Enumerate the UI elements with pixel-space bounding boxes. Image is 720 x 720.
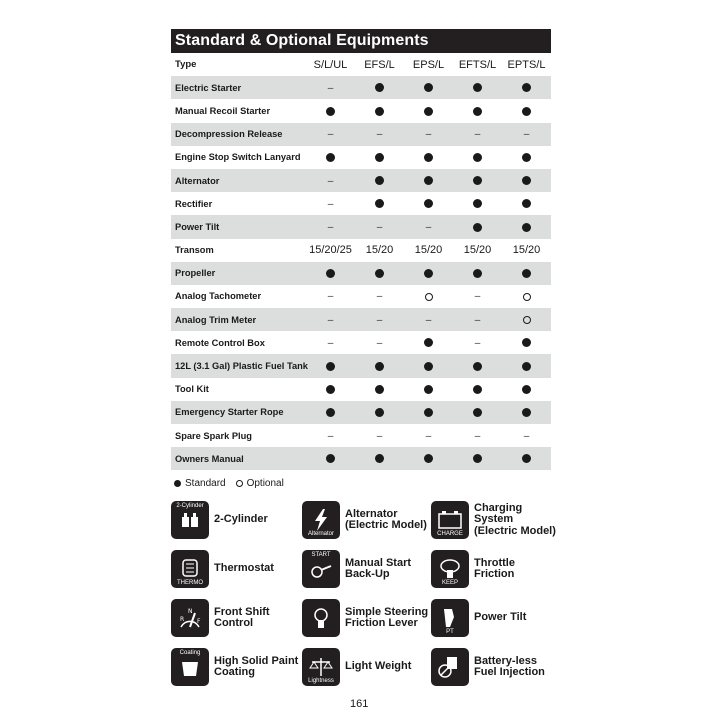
svg-text:F: F <box>197 618 201 625</box>
feature-label: Battery-less Fuel Injection <box>474 654 545 678</box>
table-cell <box>404 169 453 192</box>
optional-ring-icon <box>236 480 243 487</box>
row-label: Analog Tachometer <box>175 291 262 302</box>
two-cylinder-icon <box>171 501 209 539</box>
table-cell <box>404 215 453 238</box>
not-available-dash: – <box>523 129 530 141</box>
front-shift-icon <box>171 599 209 637</box>
standard-dot-icon <box>326 408 335 417</box>
table-cell <box>355 192 404 215</box>
standard-dot-icon <box>375 199 384 208</box>
table-row <box>171 447 551 470</box>
not-available-dash: – <box>327 82 334 94</box>
table-cell <box>306 76 355 99</box>
feature-item <box>302 647 431 687</box>
table-cell <box>355 99 404 122</box>
icon-caption: Coating <box>179 650 201 656</box>
not-available-dash: – <box>376 430 383 442</box>
icon-caption: Lightness <box>308 678 334 684</box>
table-row <box>171 146 551 169</box>
table-cell <box>404 401 453 424</box>
table-row <box>171 169 551 192</box>
table-cell <box>306 331 355 354</box>
table-cell <box>404 99 453 122</box>
standard-dot-icon <box>522 269 531 278</box>
row-label: Transom <box>175 245 214 256</box>
icon-caption: START <box>311 552 331 558</box>
not-available-dash: – <box>425 430 432 442</box>
table-cell <box>502 146 551 169</box>
table-cell: 15/20 <box>463 244 492 257</box>
table-cell <box>502 331 551 354</box>
feature-label: Front Shift Control <box>214 605 270 629</box>
standard-dot-icon <box>424 362 433 371</box>
standard-dot-icon <box>522 362 531 371</box>
feature-label: High Solid Paint Coating <box>214 654 299 678</box>
standard-dot-icon <box>326 385 335 394</box>
table-cell <box>355 285 404 308</box>
row-label: Engine Stop Switch Lanyard <box>175 152 301 163</box>
feature-item <box>431 598 556 638</box>
standard-dot-icon <box>473 269 482 278</box>
standard-dot-icon <box>522 83 531 92</box>
table-cell <box>306 146 355 169</box>
paint-coating-icon <box>171 648 209 686</box>
row-label: Alternator <box>171 169 306 192</box>
column-header: EFTS/L <box>458 58 497 71</box>
standard-dot-icon <box>424 176 433 185</box>
standard-dot-icon <box>473 83 482 92</box>
standard-dot-icon <box>424 385 433 394</box>
legend <box>171 478 551 489</box>
table-cell: 15/20 <box>365 244 394 257</box>
standard-dot-icon <box>375 269 384 278</box>
steering-lever-icon <box>302 599 340 637</box>
table-cell <box>404 285 453 308</box>
optional-ring-icon <box>523 293 531 301</box>
standard-dot-icon <box>522 153 531 162</box>
standard-dot-icon <box>326 362 335 371</box>
not-available-dash: – <box>376 314 383 326</box>
table-row <box>171 123 551 146</box>
icon-caption: Alternator <box>307 531 334 537</box>
not-available-dash: – <box>327 314 334 326</box>
table-row <box>171 215 551 238</box>
table-cell <box>306 401 355 424</box>
table-cell: 15/20 <box>512 244 541 257</box>
table-cell <box>355 76 404 99</box>
row-label: Spare Spark Plug <box>175 430 252 441</box>
standard-dot-icon <box>522 107 531 116</box>
standard-dot-icon <box>326 153 335 162</box>
equipment-page <box>171 29 551 489</box>
table-cell <box>404 447 453 470</box>
feature-icons-grid <box>171 500 556 687</box>
table-cell <box>502 123 551 146</box>
not-available-dash: – <box>474 291 481 303</box>
column-header: Type <box>175 59 197 71</box>
standard-dot-icon <box>375 385 384 394</box>
table-cell <box>306 192 355 215</box>
equipment-table <box>171 53 551 470</box>
table-cell <box>453 262 502 285</box>
icon-caption: CHARGE <box>437 531 463 537</box>
standard-dot-icon <box>375 454 384 463</box>
not-available-dash: – <box>425 314 432 326</box>
manual-start-icon <box>302 550 340 588</box>
table-cell <box>306 308 355 331</box>
not-available-dash: – <box>376 337 383 349</box>
standard-dot-icon <box>375 408 384 417</box>
not-available-dash: – <box>327 221 334 233</box>
table-cell <box>453 146 502 169</box>
table-cell <box>355 424 404 447</box>
table-cell <box>453 99 502 122</box>
icon-caption: PT <box>446 629 454 635</box>
table-cell <box>306 447 355 470</box>
table-cell <box>502 169 551 192</box>
table-cell <box>502 285 551 308</box>
feature-item <box>171 549 302 589</box>
table-row <box>171 331 551 354</box>
table-cell <box>306 123 355 146</box>
svg-text:N: N <box>188 608 193 615</box>
not-available-dash: – <box>425 129 432 141</box>
standard-dot-icon <box>473 454 482 463</box>
feature-item <box>431 500 556 540</box>
table-cell <box>404 146 453 169</box>
standard-dot-icon <box>375 153 384 162</box>
table-cell <box>453 424 502 447</box>
standard-dot-icon <box>326 107 335 116</box>
table-cell <box>404 424 453 447</box>
feature-item <box>302 598 431 638</box>
feature-item <box>431 647 556 687</box>
table-cell <box>502 354 551 377</box>
feature-item <box>171 500 302 540</box>
table-cell <box>306 378 355 401</box>
icon-caption: 2-Cylinder <box>176 503 204 509</box>
feature-item <box>171 647 302 687</box>
table-cell <box>404 354 453 377</box>
not-available-dash: – <box>327 198 334 210</box>
standard-dot-icon <box>326 269 335 278</box>
table-cell <box>355 169 404 192</box>
table-cell <box>502 262 551 285</box>
power-tilt-icon <box>431 599 469 637</box>
not-available-dash: – <box>327 291 334 303</box>
not-available-dash: – <box>474 430 481 442</box>
not-available-dash: – <box>376 221 383 233</box>
table-row <box>171 401 551 424</box>
row-label: Owners Manual <box>171 447 306 470</box>
standard-dot-icon <box>473 153 482 162</box>
table-cell <box>355 378 404 401</box>
table-row <box>171 354 551 377</box>
table-cell: 15/20/25 <box>309 244 352 257</box>
table-row <box>171 239 551 262</box>
table-row <box>171 76 551 99</box>
table-cell <box>306 99 355 122</box>
table-cell <box>502 76 551 99</box>
table-row <box>171 285 551 308</box>
table-cell <box>355 308 404 331</box>
feature-item <box>302 549 431 589</box>
throttle-friction-icon <box>431 550 469 588</box>
table-cell <box>355 215 404 238</box>
alternator-icon <box>302 501 340 539</box>
not-available-dash: – <box>376 129 383 141</box>
table-cell <box>404 331 453 354</box>
not-available-dash: – <box>327 129 334 141</box>
feature-label: Charging System (Electric Model) <box>474 501 556 537</box>
table-cell <box>453 169 502 192</box>
standard-dot-icon <box>522 338 531 347</box>
optional-ring-icon <box>425 293 433 301</box>
row-label: Manual Recoil Starter <box>175 105 271 116</box>
not-available-dash: – <box>474 129 481 141</box>
column-header: EPTS/L <box>507 58 546 71</box>
section-title: Standard & Optional Equipments <box>171 29 551 53</box>
table-cell: 15/20 <box>414 244 443 257</box>
table-row <box>171 308 551 331</box>
icon-caption: KEEP <box>441 580 458 586</box>
standard-dot-icon <box>375 83 384 92</box>
table-cell <box>453 285 502 308</box>
table-cell <box>355 262 404 285</box>
table-cell <box>502 215 551 238</box>
row-label: Rectifier <box>175 198 213 209</box>
table-cell <box>306 354 355 377</box>
svg-text:R: R <box>180 616 185 623</box>
table-cell <box>355 401 404 424</box>
feature-label: Throttle Friction <box>474 556 515 580</box>
table-cell <box>306 424 355 447</box>
table-cell <box>502 424 551 447</box>
table-cell <box>453 401 502 424</box>
row-label: Tool Kit <box>175 384 209 395</box>
standard-dot-icon <box>375 107 384 116</box>
table-cell <box>355 331 404 354</box>
icon-caption: THERMO <box>177 580 203 586</box>
table-cell <box>502 447 551 470</box>
table-cell <box>453 192 502 215</box>
scale-icon <box>302 648 340 686</box>
legend-standard: Standard <box>185 478 226 490</box>
standard-dot-icon <box>424 454 433 463</box>
standard-dot-icon <box>326 454 335 463</box>
standard-dot-icon <box>375 176 384 185</box>
standard-dot-icon <box>473 223 482 232</box>
row-label: Emergency Starter Rope <box>171 401 306 424</box>
not-available-dash: – <box>474 337 481 349</box>
not-available-dash: – <box>327 175 334 187</box>
not-available-dash: – <box>523 430 530 442</box>
table-row <box>171 99 551 122</box>
thermostat-icon <box>171 550 209 588</box>
table-cell <box>453 76 502 99</box>
standard-dot-icon <box>424 83 433 92</box>
standard-dot-icon <box>473 107 482 116</box>
row-label: Power Tilt <box>171 215 306 238</box>
table-cell <box>453 331 502 354</box>
fuel-injection-icon <box>431 648 469 686</box>
row-label: Electric Starter <box>171 76 306 99</box>
table-row <box>171 192 551 215</box>
table-cell <box>502 99 551 122</box>
column-header: S/L/UL <box>313 58 348 71</box>
standard-dot-icon <box>522 385 531 394</box>
row-label: Analog Trim Meter <box>171 308 306 331</box>
battery-icon <box>431 501 469 539</box>
table-cell <box>453 378 502 401</box>
feature-label: Light Weight <box>345 660 412 673</box>
table-cell <box>306 215 355 238</box>
standard-dot-icon <box>375 362 384 371</box>
not-available-dash: – <box>425 221 432 233</box>
standard-dot-icon <box>473 199 482 208</box>
table-cell <box>306 169 355 192</box>
table-cell <box>453 354 502 377</box>
standard-dot-icon <box>522 454 531 463</box>
column-header: EPS/L <box>412 58 445 71</box>
standard-dot-icon <box>424 269 433 278</box>
standard-dot-icon <box>473 385 482 394</box>
table-row <box>171 378 551 401</box>
table-cell <box>306 262 355 285</box>
not-available-dash: – <box>376 291 383 303</box>
row-label: Remote Control Box <box>175 337 265 348</box>
table-cell <box>404 192 453 215</box>
column-header: EFS/L <box>364 58 395 71</box>
table-header-row <box>171 53 551 76</box>
table-cell <box>355 447 404 470</box>
not-available-dash: – <box>474 314 481 326</box>
legend-optional: Optional <box>246 478 284 490</box>
standard-dot-icon <box>473 362 482 371</box>
row-label: Propeller <box>171 262 306 285</box>
standard-dot-icon <box>424 153 433 162</box>
page-number: 161 <box>350 698 369 710</box>
feature-label: Power Tilt <box>474 611 527 624</box>
feature-item <box>431 549 556 589</box>
table-cell <box>502 308 551 331</box>
standard-dot-icon <box>522 223 531 232</box>
table-cell <box>502 378 551 401</box>
feature-label: 2-Cylinder <box>214 513 268 526</box>
row-label: 12L (3.1 Gal) Plastic Fuel Tank <box>171 354 306 377</box>
standard-dot-icon <box>424 408 433 417</box>
table-cell <box>306 285 355 308</box>
table-cell <box>404 123 453 146</box>
table-cell <box>453 447 502 470</box>
standard-dot-icon <box>473 408 482 417</box>
table-cell <box>404 378 453 401</box>
feature-item <box>171 598 302 638</box>
standard-dot-icon <box>424 107 433 116</box>
feature-item <box>302 500 431 540</box>
table-row <box>171 262 551 285</box>
not-available-dash: – <box>327 337 334 349</box>
table-cell <box>453 123 502 146</box>
standard-dot-icon <box>424 199 433 208</box>
table-cell <box>404 308 453 331</box>
standard-dot-icon <box>522 199 531 208</box>
row-label: Decompression Release <box>171 123 306 146</box>
feature-label: Simple Steering Friction Lever <box>345 605 429 629</box>
not-available-dash: – <box>327 430 334 442</box>
feature-label: Manual Start Back-Up <box>345 556 412 580</box>
table-row <box>171 424 551 447</box>
table-cell <box>453 308 502 331</box>
table-cell <box>355 146 404 169</box>
table-cell <box>404 262 453 285</box>
table-cell <box>502 401 551 424</box>
standard-dot-icon <box>522 176 531 185</box>
standard-dot-icon <box>522 408 531 417</box>
table-cell <box>355 123 404 146</box>
feature-label: Alternator (Electric Model) <box>345 507 427 531</box>
table-cell <box>404 76 453 99</box>
feature-label: Thermostat <box>214 562 274 575</box>
standard-dot-icon <box>424 338 433 347</box>
table-cell <box>355 354 404 377</box>
standard-dot-icon <box>473 176 482 185</box>
table-cell <box>502 192 551 215</box>
table-cell <box>453 215 502 238</box>
standard-dot-icon <box>174 480 181 487</box>
optional-ring-icon <box>523 316 531 324</box>
